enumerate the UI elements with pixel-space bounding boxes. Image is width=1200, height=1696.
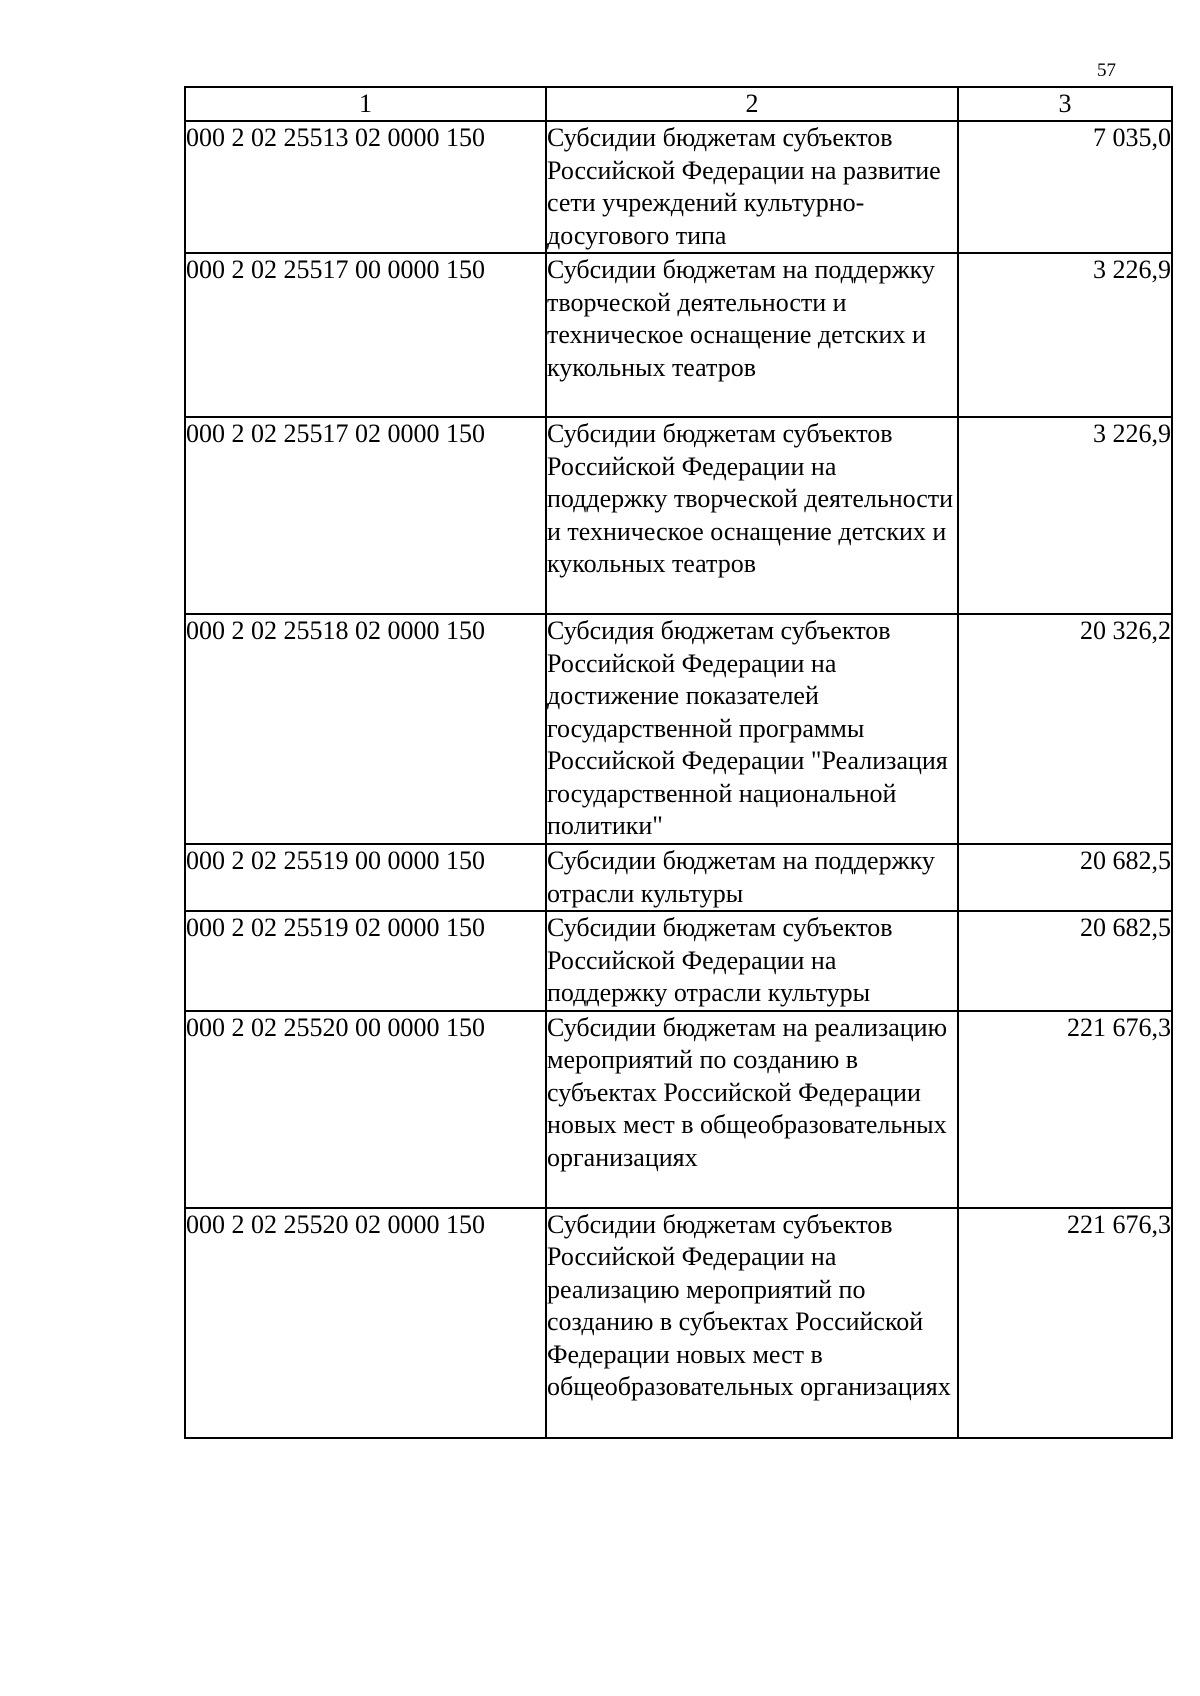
table-row	[185, 844, 1172, 911]
row-code: 000 2 02 25517 00 0000 150	[185, 253, 546, 417]
table-row	[185, 121, 1172, 253]
page-number: 57	[1097, 60, 1116, 81]
row-description: Субсидии бюджетам на поддержку творческой деятельности и техническое оснащение детских и кукольных театров	[546, 253, 958, 417]
table-row	[185, 417, 1172, 614]
column-header-code: 1	[185, 87, 546, 121]
row-amount: 3 226,9	[958, 417, 1172, 614]
header-row	[185, 87, 1172, 121]
column-header-amount: 3	[958, 87, 1172, 121]
table-row	[185, 1208, 1172, 1438]
table-row	[185, 911, 1172, 1011]
row-description: Субсидии бюджетам субъектов Российской Федерации на реализацию мероприятий по созданию в субъектах Российской Федерации новых мест в общеобразовательных организациях	[546, 1208, 958, 1438]
row-code: 000 2 02 25520 00 0000 150	[185, 1011, 546, 1208]
row-description: Субсидии бюджетам на реализацию мероприятий по созданию в субъектах Российской Федерации новых мест в общеобразовательных организациях	[546, 1011, 958, 1208]
table-row	[185, 1011, 1172, 1208]
row-amount: 20 326,2	[958, 614, 1172, 844]
row-description: Субсидии бюджетам субъектов Российской Федерации на развитие сети учреждений культурно-досугового типа	[546, 121, 958, 253]
row-description: Субсидии бюджетам субъектов Российской Федерации на поддержку творческой деятельности и техническое оснащение детских и кукольных театров	[546, 417, 958, 614]
row-code: 000 2 02 25519 02 0000 150	[185, 911, 546, 1011]
row-amount: 221 676,3	[958, 1011, 1172, 1208]
row-code: 000 2 02 25513 02 0000 150	[185, 121, 546, 253]
row-amount: 7 035,0	[958, 121, 1172, 253]
row-description: Субсидии бюджетам на поддержку отрасли культуры	[546, 844, 958, 911]
budget-revenue-table	[184, 86, 1173, 1439]
column-header-description: 2	[546, 87, 958, 121]
row-amount: 221 676,3	[958, 1208, 1172, 1438]
row-description: Субсидия бюджетам субъектов Российской Федерации на достижение показателей государственной программы Российской Федерации "Реализация государственной национальной политики"	[546, 614, 958, 844]
row-code: 000 2 02 25520 02 0000 150	[185, 1208, 546, 1438]
table-body	[185, 121, 1172, 1438]
row-description: Субсидии бюджетам субъектов Российской Федерации на поддержку отрасли культуры	[546, 911, 958, 1011]
row-amount: 20 682,5	[958, 911, 1172, 1011]
row-code: 000 2 02 25519 00 0000 150	[185, 844, 546, 911]
row-code: 000 2 02 25517 02 0000 150	[185, 417, 546, 614]
row-amount: 20 682,5	[958, 844, 1172, 911]
row-amount: 3 226,9	[958, 253, 1172, 417]
row-code: 000 2 02 25518 02 0000 150	[185, 614, 546, 844]
table-header	[185, 87, 1172, 121]
table-row	[185, 614, 1172, 844]
table-row	[185, 253, 1172, 417]
